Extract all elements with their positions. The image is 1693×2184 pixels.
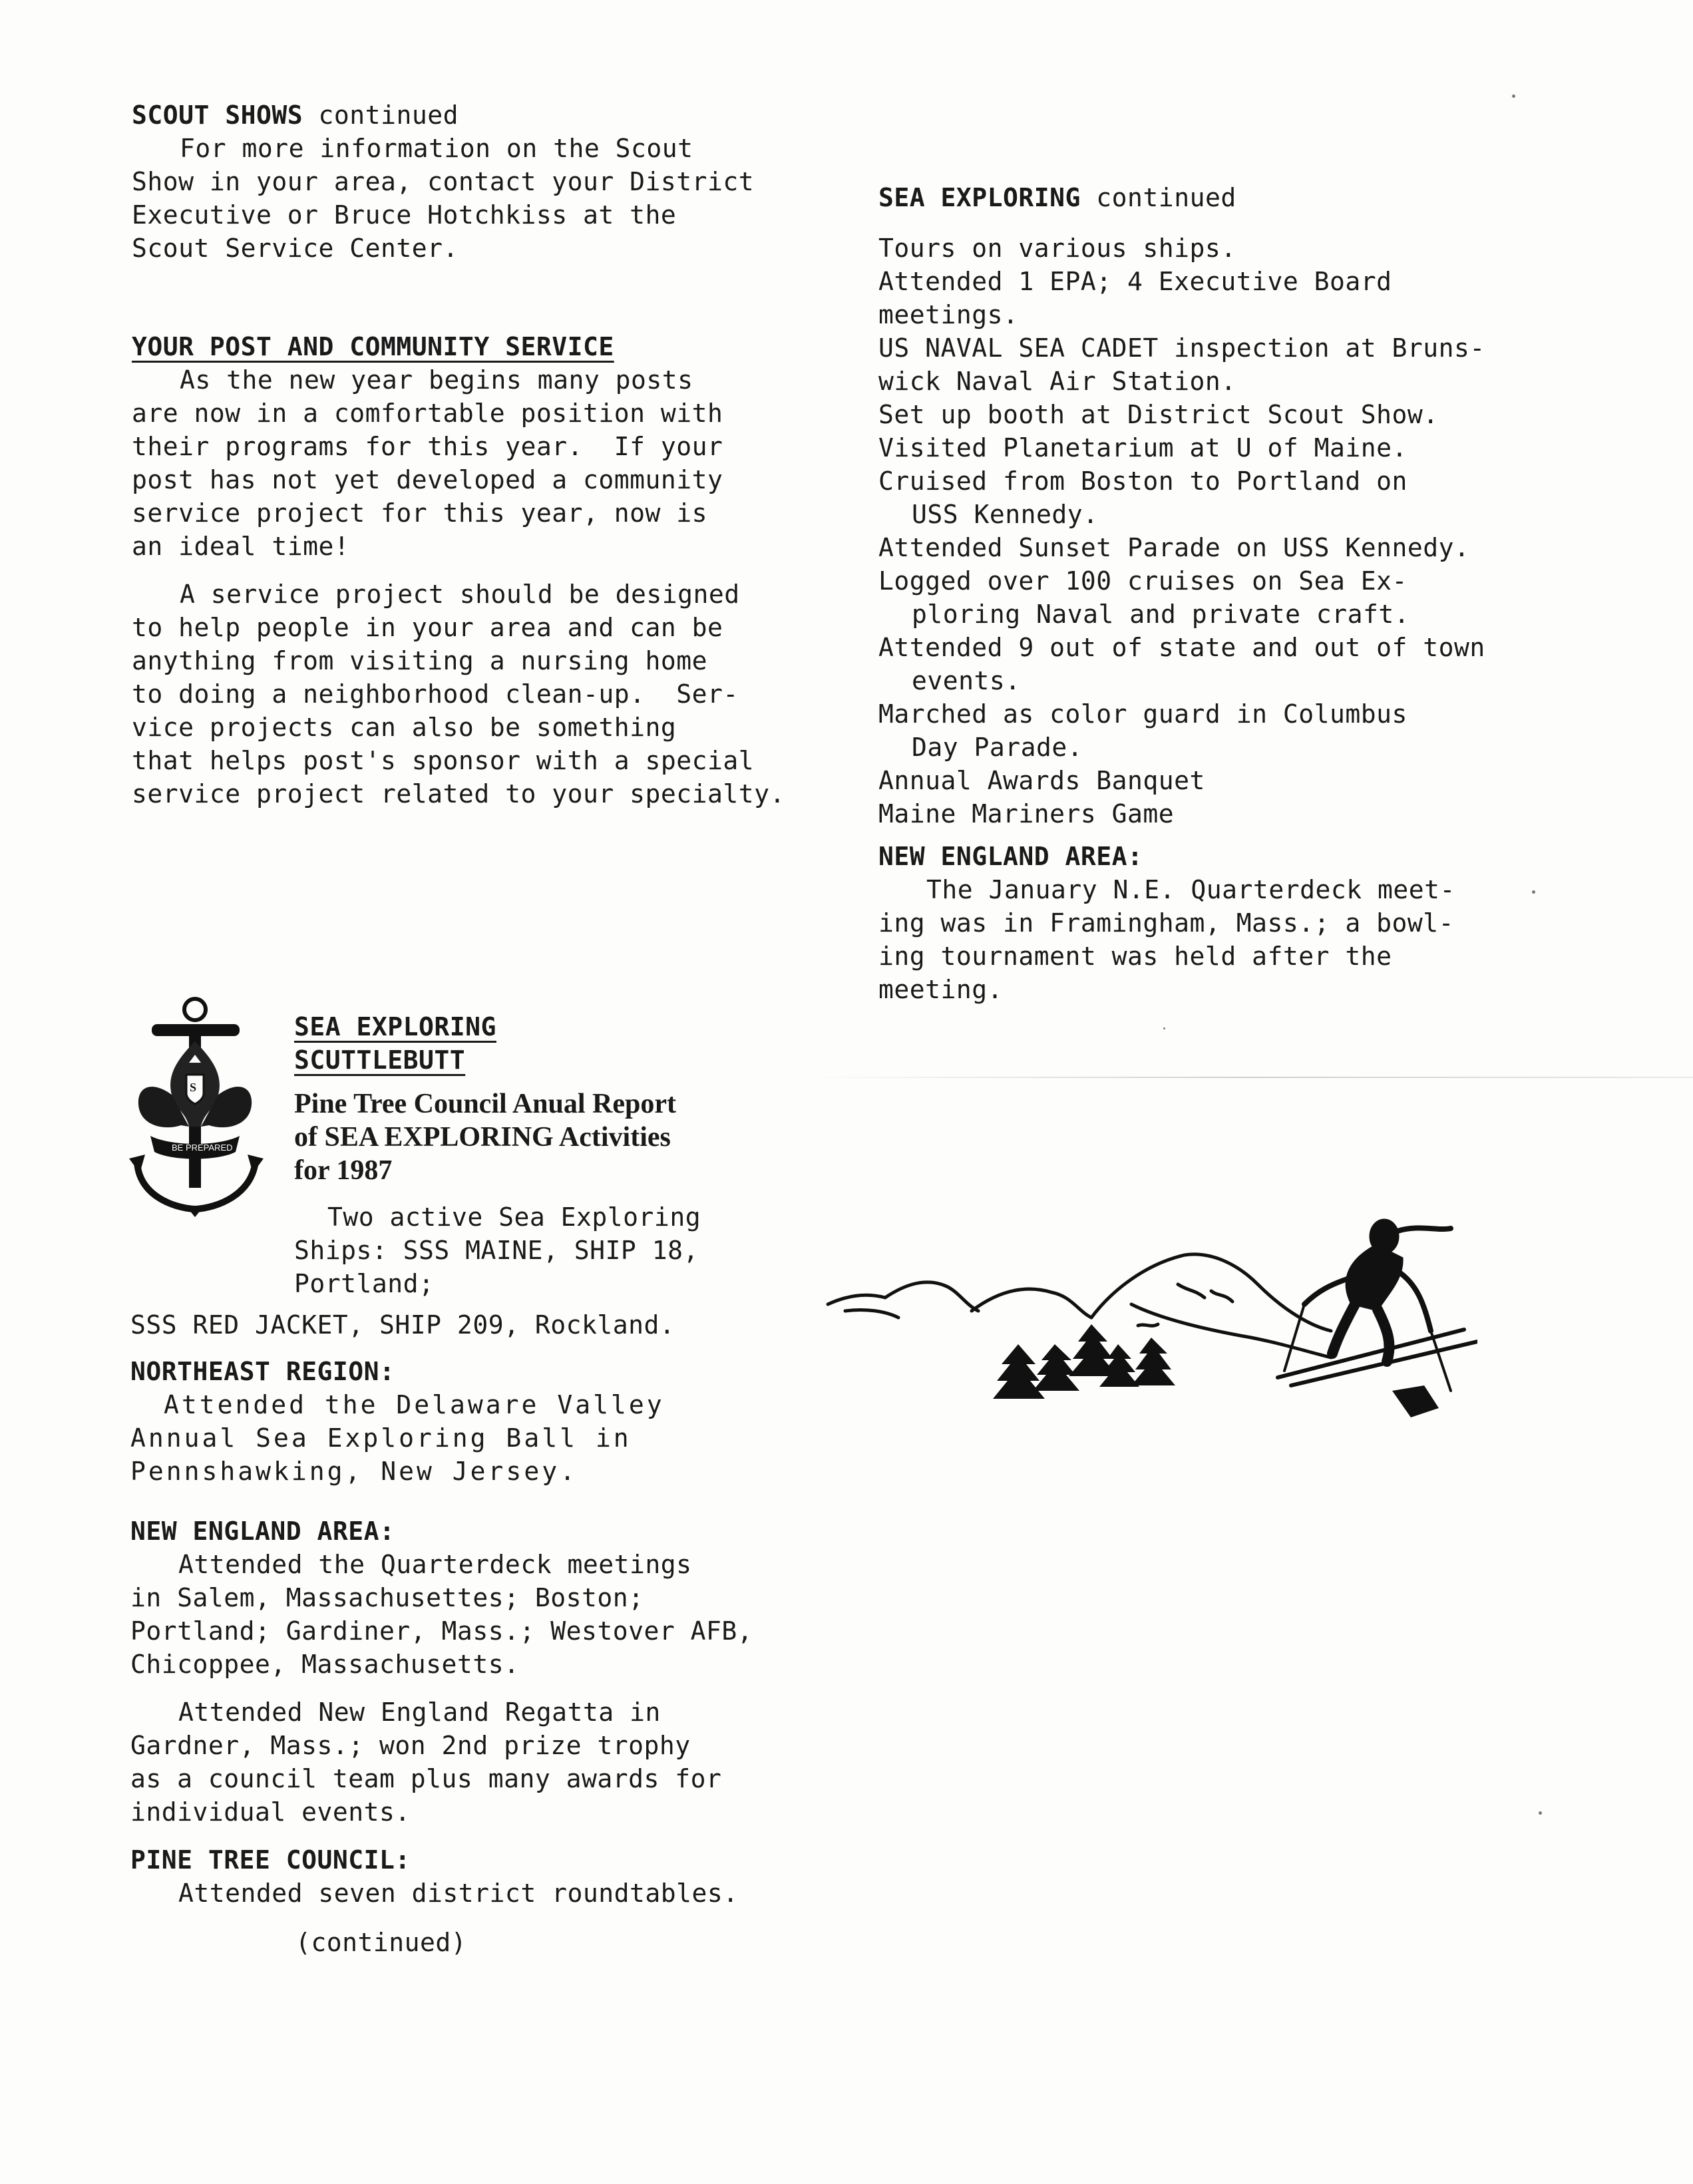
northeast-region-section (130, 1355, 836, 1488)
emblem-svg (125, 995, 268, 1218)
activity-item: Cruised from Boston to Portland on (878, 466, 1408, 496)
sea-exploring-continued-section (878, 181, 1677, 830)
sea-exploring-heading: SEA EXPLORING (878, 183, 1081, 212)
text-line: an ideal time! (132, 532, 350, 561)
activity-item-continuation: meetings. (878, 300, 1019, 329)
scuttlebutt-title-block (294, 1010, 840, 1300)
pine-tree-heading: PINE TREE COUNCIL: (130, 1845, 411, 1875)
new-england-2-heading: NEW ENGLAND AREA: (878, 842, 1143, 871)
activity-item: Attended 1 EPA; 4 Executive Board (878, 267, 1392, 296)
activity-list (878, 232, 1677, 830)
paper-speck (1532, 890, 1535, 894)
sea-scout-anchor-emblem (125, 995, 268, 1218)
new-england-section (130, 1515, 836, 1829)
svg-text:BE PREPARED: BE PREPARED (172, 1143, 233, 1153)
svg-text:S: S (190, 1081, 197, 1094)
text-line: The January N.E. Quarterdeck meet- (926, 875, 1455, 904)
report-title-line: of SEA EXPLORING Activities (294, 1122, 671, 1153)
sea-exploring-heading-suffix: continued (1080, 183, 1236, 212)
paper-fold-line (805, 1077, 1693, 1078)
text-line: Chicoppee, Massachusetts. (130, 1650, 520, 1679)
scuttlebutt-title-line2: SCUTTLEBUTT (294, 1045, 466, 1075)
activity-item: US NAVAL SEA CADET inspection at Bruns- (878, 333, 1485, 363)
activity-item-continuation: wick Naval Air Station. (878, 367, 1236, 396)
text-line: Portland; (294, 1269, 435, 1298)
activity-item: Maine Mariners Game (878, 799, 1175, 828)
text-line: their programs for this year. If your (132, 432, 723, 461)
text-line: Attended New England Regatta in (178, 1698, 661, 1727)
post-community-heading: YOUR POST AND COMMUNITY SERVICE (132, 332, 614, 361)
activity-item: Annual Awards Banquet (878, 766, 1205, 795)
scout-shows-heading-suffix: continued (303, 100, 459, 130)
text-line: Portland; Gardiner, Mass.; Westover AFB, (130, 1616, 753, 1646)
activity-item: Tours on various ships. (878, 234, 1236, 263)
text-line: that helps post's sponsor with a special (132, 746, 755, 775)
text-line: service project related to your specialty. (132, 779, 785, 809)
text-line: to doing a neighborhood clean-up. Ser- (132, 679, 739, 709)
activity-item: Marched as color guard in Columbus (878, 699, 1408, 729)
activity-item: Logged over 100 cruises on Sea Ex- (878, 566, 1408, 596)
skier-illustration-svg (825, 1211, 1477, 1431)
paper-speck (1163, 1027, 1165, 1029)
text-line: As the new year begins many posts (180, 365, 693, 395)
report-title-line: Pine Tree Council Anual Report (294, 1089, 677, 1119)
text-line: Executive or Bruce Hotchkiss at the (132, 200, 677, 230)
skier-mountain-illustration (825, 1211, 1477, 1431)
continued-note: (continued) (295, 1928, 467, 1957)
text-line: Attended the Delaware Valley (164, 1390, 665, 1419)
text-line: Two active Sea Exploring (327, 1202, 701, 1232)
activity-item: Attended 9 out of state and out of town (878, 633, 1485, 662)
pine-tree-council-section (130, 1843, 836, 1959)
activity-item: Attended Sunset Parade on USS Kennedy. (878, 533, 1470, 562)
text-line: individual events. (130, 1797, 411, 1827)
scout-shows-section (132, 98, 837, 265)
text-line: ing was in Framingham, Mass.; a bowl- (878, 908, 1454, 938)
right-column (878, 181, 1677, 1006)
text-line: For more information on the Scout (180, 134, 693, 163)
left-column-lower (130, 1308, 836, 1959)
activity-item-continuation: ploring Naval and private craft. (912, 600, 1410, 629)
text-line: Attended the Quarterdeck meetings (178, 1550, 692, 1579)
post-community-section (132, 330, 837, 811)
activity-item-continuation: Day Parade. (912, 733, 1083, 762)
scuttlebutt-title-line1: SEA EXPLORING (294, 1012, 496, 1041)
northeast-region-heading: NORTHEAST REGION: (130, 1357, 395, 1386)
activity-item-continuation: USS Kennedy. (912, 500, 1099, 529)
left-column (132, 98, 837, 811)
activity-item: Set up booth at District Scout Show. (878, 400, 1439, 429)
text-line: service project for this year, now is (132, 498, 707, 528)
scout-shows-heading: SCOUT SHOWS (132, 100, 303, 130)
text-line: Scout Service Center. (132, 234, 459, 263)
new-england-heading: NEW ENGLAND AREA: (130, 1517, 395, 1546)
text-line: ing tournament was held after the (878, 942, 1392, 971)
activity-item-continuation: events. (912, 666, 1021, 695)
paper-speck (1539, 1811, 1542, 1815)
text-line: Attended seven district roundtables. (178, 1879, 739, 1908)
new-england-2-section (878, 840, 1677, 1006)
text-line: SSS RED JACKET, SHIP 209, Rockland. (130, 1310, 675, 1340)
text-line: Gardner, Mass.; won 2nd prize trophy (130, 1731, 691, 1760)
paper-speck (1512, 94, 1515, 98)
report-title-line: for 1987 (294, 1155, 393, 1186)
text-line: Ships: SSS MAINE, SHIP 18, (294, 1236, 699, 1265)
text-line: in Salem, Massachusettes; Boston; (130, 1583, 644, 1612)
text-line: Show in your area, contact your District (132, 167, 755, 196)
text-line: to help people in your area and can be (132, 613, 723, 642)
text-line: A service project should be designed (180, 580, 740, 609)
text-line: meeting. (878, 975, 1004, 1004)
text-line: post has not yet developed a community (132, 465, 723, 494)
text-line: Pennshawking, New Jersey. (130, 1457, 578, 1486)
text-line: as a council team plus many awards for (130, 1764, 722, 1793)
text-line: are now in a comfortable position with (132, 399, 723, 428)
activity-item: Visited Planetarium at U of Maine. (878, 433, 1408, 462)
text-line: vice projects can also be something (132, 713, 677, 742)
text-line: Annual Sea Exploring Ball in (130, 1423, 632, 1453)
text-line: anything from visiting a nursing home (132, 646, 707, 675)
